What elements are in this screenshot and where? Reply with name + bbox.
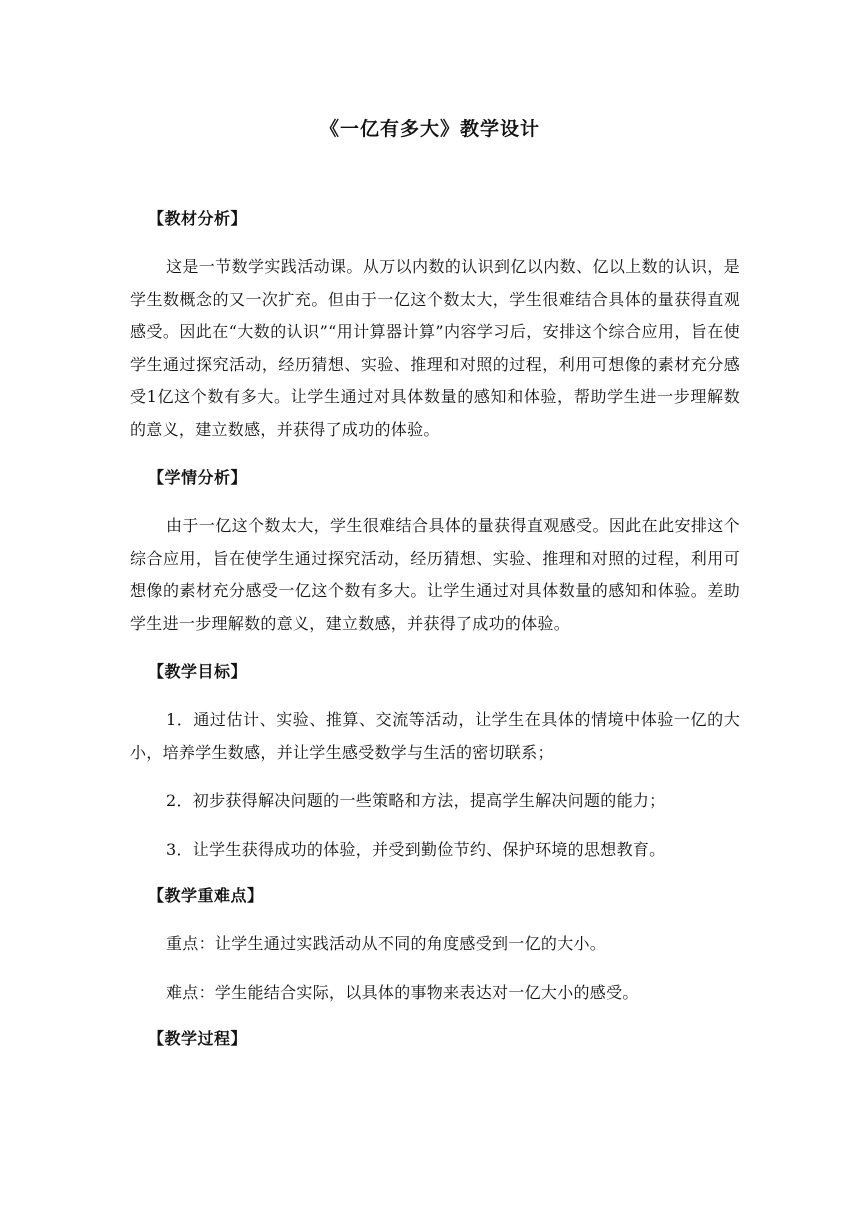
section-heading: 【教材分析】 [148, 209, 248, 228]
goal-item: 1．通过估计、实验、推算、交流等活动，让学生在具体的情境中体验一亿的大小，培养学生数感，并让学生感受数学与生活的密切联系； [130, 710, 740, 762]
section-paragraph: 这是一节数学实践活动课。从万以内数的认识到亿以内数、亿以上数的认识，是学生数概念的又一次扩充。但由于一亿这个数太大，学生很难结合具体的量获得直观感受。因此在“大数的认识”“用计算器计算”内容学习后，安排这个综合应用，旨在使学生通过探究活动，经历猜想、实验、推理和对照的过程，利用可想像的素材充分感受1亿这个数有多大。让学生通过对具体数量的感知和体验，帮助学生进一步理解数的意义，建立数感，并获得了成功的体验。 [130, 257, 740, 439]
section-key-difficult-points [130, 882, 740, 1009]
section-paragraph: 由于一亿这个数太大，学生很难结合具体的量获得直观感受。因此在此安排这个综合应用，旨在使学生通过探究活动，经历猜想、实验、推理和对照的过程，利用可想像的素材充分感受一亿这个数有多大。让学生通过对具体数量的感知和体验。差助学生进一步理解数的意义，建立数感，并获得了成功的体验。 [130, 516, 740, 633]
document-body [130, 205, 740, 1071]
section-student-analysis [130, 464, 740, 640]
key-point: 重点：让学生通过实践活动从不同的角度感受到一亿的大小。 [166, 934, 607, 953]
document-title: 《一亿有多大》教学设计 [319, 118, 540, 140]
section-textbook-analysis [130, 205, 740, 446]
goal-item: 3．让学生获得成功的体验，并受到勤俭节约、保护环境的思想教育。 [166, 839, 666, 859]
section-heading: 【教学重难点】 [148, 886, 264, 905]
section-heading: 【学情分析】 [148, 468, 248, 487]
difficult-point: 难点：学生能结合实际，以具体的事物来表达对一亿大小的感受。 [166, 982, 639, 1002]
section-heading: 【教学过程】 [148, 1029, 248, 1048]
goal-item: 2．初步获得解决问题的一些策略和方法，提高学生解决问题的能力； [166, 791, 666, 810]
section-heading: 【教学目标】 [148, 662, 248, 681]
section-teaching-process [130, 1025, 740, 1053]
section-teaching-goals [130, 658, 740, 866]
